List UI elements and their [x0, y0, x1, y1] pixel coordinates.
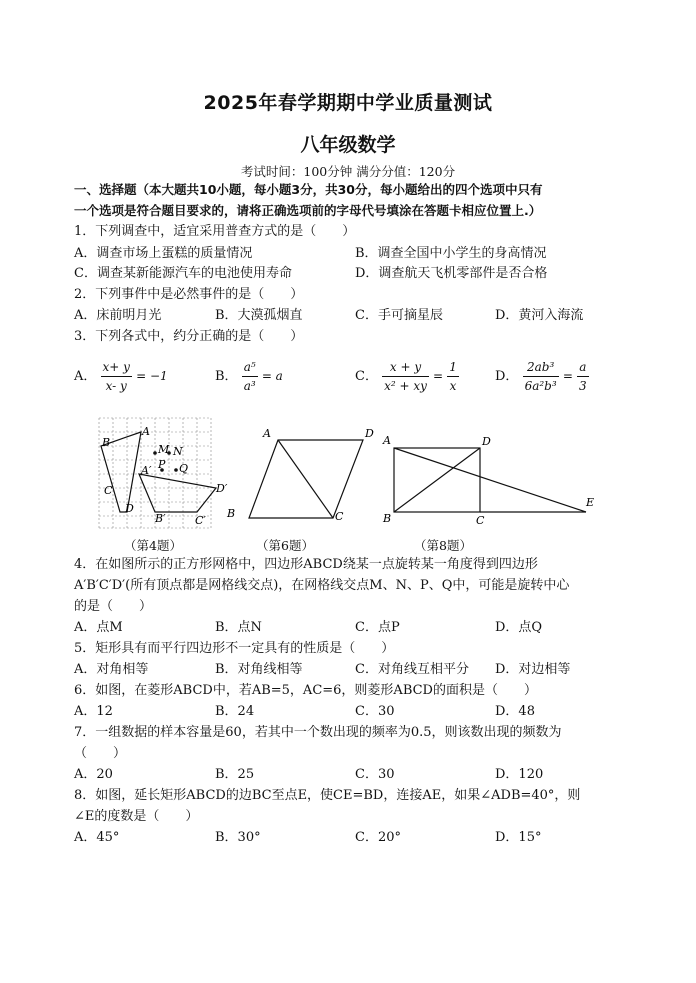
q4-line3: 的是（ ）	[74, 599, 153, 614]
q1-option-d: D．调查航天飞机零部件是否合格	[355, 266, 548, 281]
q7-option-c: C．30	[355, 767, 395, 782]
q3-b-denominator: a³	[243, 379, 256, 393]
q3-d-numerator: 2ab³	[523, 358, 559, 377]
q1-option-a: A．调查市场上蛋糕的质量情况	[74, 246, 253, 261]
exam-title: 2025年春学期期中学业质量测试	[203, 92, 493, 114]
q3-a-label: A．	[74, 369, 97, 384]
q1-option-c: C．调查某新能源汽车的电池使用寿命	[74, 266, 292, 281]
label-c: C	[104, 484, 113, 497]
label-d: D	[365, 427, 374, 440]
label-a: A	[383, 434, 391, 447]
q8-option-b: B．30°	[215, 830, 261, 845]
quad-a1b1c1d1	[139, 474, 216, 512]
figure-8-rectangle	[380, 426, 600, 530]
label-a: A	[142, 425, 150, 438]
q3-d-result	[577, 358, 589, 395]
label-a: A	[263, 427, 271, 440]
q3-option-c	[355, 358, 459, 395]
q3-c-denominator: x² + xy	[384, 379, 427, 393]
q8-line2: ∠E的度数是（ ）	[74, 809, 199, 824]
label-e: E	[586, 496, 595, 509]
q4-option-d: D．点Q	[495, 620, 543, 635]
label-c: C	[335, 510, 344, 523]
exam-info: 考试时间：100分钟 满分分值：120分	[240, 164, 456, 179]
q3-b-fraction	[242, 358, 258, 395]
label-c1: C′	[195, 514, 206, 527]
q3-stem: 3．下列各式中，约分正确的是（ ）	[74, 329, 304, 344]
label-m: M	[158, 443, 170, 456]
q6-option-d: D．48	[495, 704, 535, 719]
q3-option-d	[495, 358, 589, 395]
label-b: B	[383, 512, 392, 525]
label-n: N	[173, 445, 183, 458]
q8-option-c: C．20°	[355, 830, 401, 845]
q5-option-c: C．对角线互相平分	[355, 662, 469, 677]
section-heading-line1: 一、选择题（本大题共10小题，每小题3分，共30分，每小题给出的四个选项中只有	[74, 182, 543, 197]
q3-option-b	[215, 358, 283, 395]
q3-c-label: C．	[355, 369, 378, 384]
q4-option-b: B．点N	[215, 620, 262, 635]
q3-d-label: D．	[495, 369, 519, 384]
figure-4-grid	[96, 415, 228, 531]
q2-option-a: A．床前明月光	[74, 308, 162, 323]
q6-option-b: B．24	[215, 704, 255, 719]
label-d1: D′	[216, 482, 228, 495]
label-b1: B′	[155, 512, 166, 525]
q7-option-b: B．25	[215, 767, 255, 782]
diagonal-bd	[394, 448, 480, 512]
q3-b-numerator: a⁵	[242, 358, 258, 377]
q8-line1: 8．如图，延长矩形ABCD的边BC至点E，使CE=BD，连接AE，如果∠ADB=40°，则	[74, 788, 581, 803]
label-p: P	[158, 458, 166, 471]
q3-a-fraction	[101, 358, 132, 395]
q7-option-d: D．120	[495, 767, 544, 782]
diagonal-ac	[278, 440, 333, 518]
caption-figure-8: （第8题）	[414, 538, 472, 553]
label-a1: A′	[141, 464, 152, 477]
point-q	[174, 468, 178, 472]
section-heading-line2: 一个选项是符合题目要求的，请将正确选项前的字母代号填涂在答题卡相应位置上.）	[74, 203, 542, 218]
point-m	[153, 451, 157, 455]
q3-d-denominator: 6a²b³	[524, 379, 557, 393]
q3-b-rhs: = a	[261, 369, 283, 383]
q3-a-rhs: = −1	[136, 369, 168, 383]
q3-c-equals: =	[433, 369, 444, 383]
q7-option-a: A．20	[74, 767, 113, 782]
label-c: C	[476, 514, 485, 527]
q3-c-result-denominator: x	[449, 379, 457, 393]
q2-stem: 2．下列事件中是必然事件的是（ ）	[74, 287, 304, 302]
q3-a-denominator: x- y	[105, 379, 127, 393]
q3-option-a	[74, 358, 168, 395]
segment-ae	[394, 448, 586, 512]
q4-option-a: A．点M	[74, 620, 123, 635]
q6-option-a: A．12	[74, 704, 113, 719]
q3-d-fraction	[523, 358, 559, 395]
exam-subtitle: 八年级数学	[300, 134, 396, 156]
q5-option-b: B．对角线相等	[215, 662, 303, 677]
label-b: B	[227, 507, 236, 520]
q7-line2: （ ）	[74, 746, 127, 761]
q2-option-b: B．大漠孤烟直	[215, 308, 303, 323]
q8-option-a: A．45°	[74, 830, 120, 845]
q4-line2: A′B′C′D′(所有顶点都是网格线交点)，在网格线交点M、N、P、Q中，可能是旋转中心	[74, 578, 570, 593]
label-b: B	[102, 436, 111, 449]
q3-a-numerator: x+ y	[101, 358, 132, 377]
q3-c-result-numerator: 1	[447, 358, 459, 377]
q5-option-a: A．对角相等	[74, 662, 149, 677]
q3-c-numerator: x + y	[382, 358, 429, 377]
q5-stem: 5．矩形具有而平行四边形不一定具有的性质是（ ）	[74, 641, 395, 656]
figure-6-rhombus	[225, 422, 380, 526]
label-d: D	[125, 502, 134, 515]
q4-line1: 4．在如图所示的正方形网格中，四边形ABCD绕某一点旋转某一角度得到四边形	[74, 557, 538, 572]
q6-stem: 6．如图，在菱形ABCD中，若AB=5，AC=6，则菱形ABCD的面积是（ ）	[74, 683, 537, 698]
q4-option-c: C．点P	[355, 620, 400, 635]
label-q: Q	[179, 462, 189, 475]
q3-d-result-numerator: a	[577, 358, 589, 377]
q2-option-d: D．黄河入海流	[495, 308, 584, 323]
q1-option-b: B．调查全国中小学生的身高情况	[355, 246, 547, 261]
q5-option-d: D．对边相等	[495, 662, 571, 677]
label-d: D	[482, 435, 491, 448]
q6-option-c: C．30	[355, 704, 395, 719]
q7-line1: 7．一组数据的样本容量是60，若其中一个数出现的频率为0.5，则该数出现的频数为	[74, 725, 562, 740]
q8-option-d: D．15°	[495, 830, 542, 845]
q3-d-result-denominator: 3	[579, 379, 587, 393]
q3-c-result	[447, 358, 459, 395]
caption-figure-4: （第4题）	[124, 538, 182, 553]
q3-c-fraction	[382, 358, 429, 395]
q1-stem: 1．下列调查中，适宜采用普查方式的是（ ）	[74, 224, 356, 239]
q3-d-equals: =	[562, 369, 573, 383]
q3-b-label: B．	[215, 369, 238, 384]
caption-figure-6: （第6题）	[256, 538, 314, 553]
q2-option-c: C．手可摘星辰	[355, 308, 443, 323]
